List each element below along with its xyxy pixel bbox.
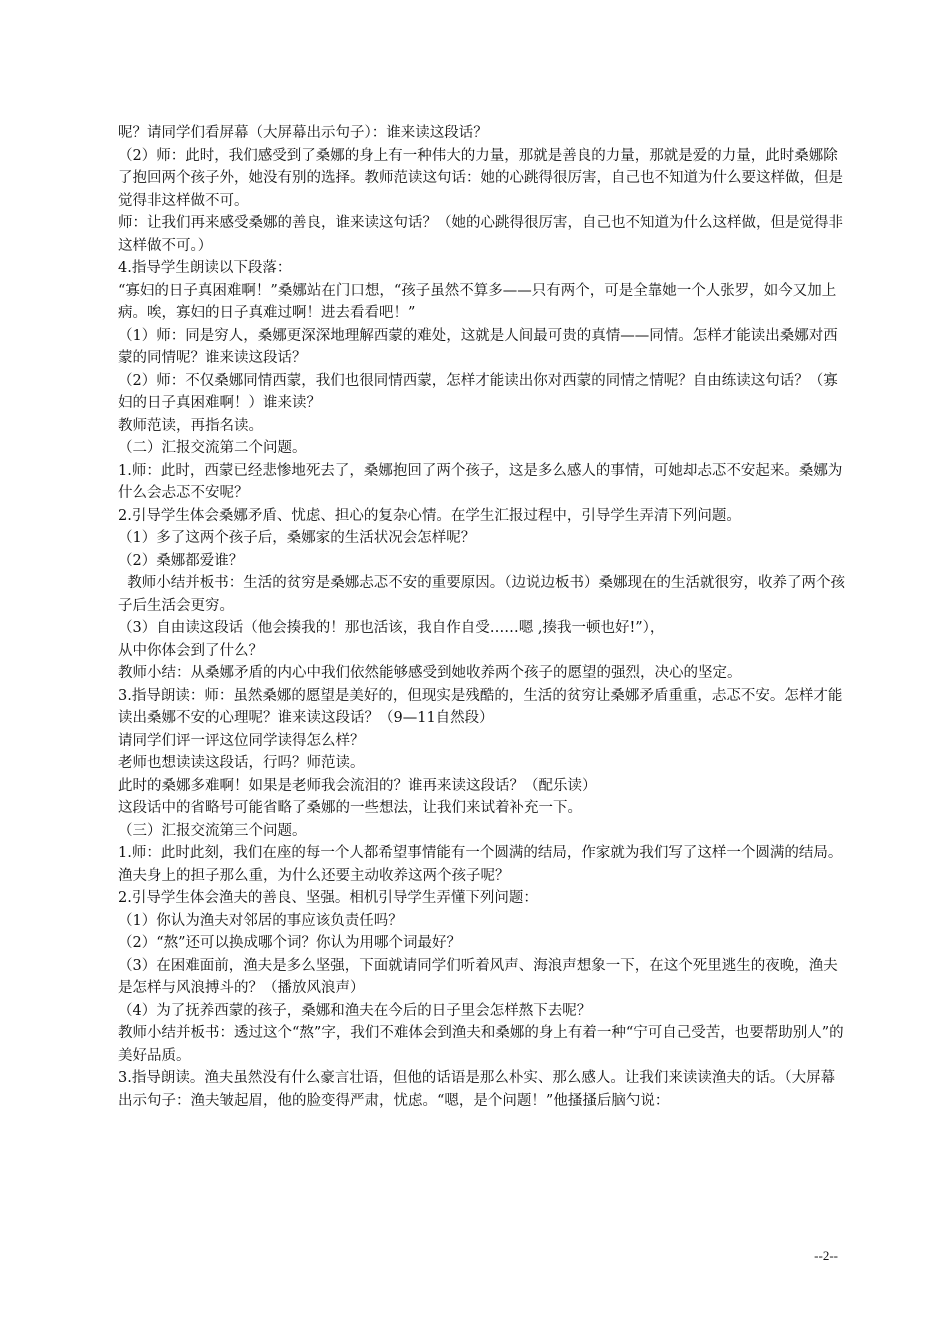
paragraph: （2）“熬”还可以换成哪个词？你认为用哪个词最好？ bbox=[118, 935, 462, 951]
paragraph: 教师范读，再指名读。 bbox=[118, 417, 263, 434]
paragraph: 1.师：此时此刻，我们在座的每一个人都希望事情能有一个圆满的结局，作家就为我们写了这样一个圆满的结局。渔夫身上的担子那么重，为什么还要主动收养这两个孩子呢？ bbox=[118, 845, 843, 884]
paragraph: 这段话中的省略号可能省略了桑娜的一些想法，让我们来试着补充一下。 bbox=[118, 800, 582, 816]
paragraph: “寡妇的日子真困难啊！”桑娜站在门口想，“孩子虽然不算多——只有两个，可是全靠她一个人张罗，如今又加上病。唉，寡妇的日子真难过啊！进去看看吧！” bbox=[118, 282, 837, 321]
paragraph: 从中你体会到了什么？ bbox=[118, 642, 263, 659]
paragraph: 呢？请同学们看屏幕（大屏幕出示句子）：谁来读这段话？ bbox=[118, 125, 488, 141]
paragraph: （3）在困难面前，渔夫是多么坚强，下面就请同学们听着风声、海浪声想象一下，在这个死里逃生的夜晚，渔夫是怎样与风浪搏斗的？（播放风浪声） bbox=[118, 957, 838, 996]
paragraph: 老师也想读读这段话，行吗？师范读。 bbox=[118, 755, 365, 771]
paragraph: 2.引导学生体会渔夫的善良、坚强。相机引导学生弄懂下列问题： bbox=[118, 890, 538, 906]
paragraph: （1）你认为渔夫对邻居的事应该负责任吗？ bbox=[118, 912, 403, 929]
paragraph: （3）自由读这段话（他会揍我的！那也活该，我自作自受……嗯 ,揍我一顿也好!”）， bbox=[118, 620, 665, 636]
paragraph: （1）师：同是穷人，桑娜更深深地理解西蒙的难处，这就是人间最可贵的真情——同情。怎样才能读出桑娜对西蒙的同情呢？谁来读这段话？ bbox=[118, 327, 838, 366]
paragraph: 3.指导朗读：师：虽然桑娜的愿望是美好的，但现实是残酷的，生活的贫穷让桑娜矛盾重重，忐忑不安。怎样才能读出桑娜不安的心理呢？谁来读这段话？（9—11自然段） bbox=[118, 687, 843, 726]
paragraph: 教师小结并板书：透过这个“熬”字，我们不难体会到渔夫和桑娜的身上有着一种“宁可自己受苦，也要帮助别人”的美好品质。 bbox=[118, 1025, 844, 1064]
paragraph: 教师小结并板书：生活的贫穷是桑娜忐忑不安的重要原因。（边说边板书）桑娜现在的生活就很穷，收养了两个孩子后生活会更穷。 bbox=[118, 575, 845, 614]
paragraph: 2.引导学生体会桑娜矛盾、忧虑、担心的复杂心情。在学生汇报过程中，引导学生弄清下列问题。 bbox=[118, 507, 741, 524]
paragraph: 4.指导学生朗读以下段落： bbox=[118, 260, 292, 276]
document-body bbox=[118, 122, 848, 1112]
paragraph: 3.指导朗读。渔夫虽然没有什么豪言壮语，但他的话语是那么朴实、那么感人。让我们来读读渔夫的话。（大屏幕出示句子：渔夫皱起眉，他的脸变得严肃，忧虑。“嗯，是个问题！”他搔搔后脑勺说： bbox=[118, 1070, 836, 1109]
page-number: --2-- bbox=[814, 1248, 838, 1263]
paragraph: （4）为了抚养西蒙的孩子，桑娜和渔夫在今后的日子里会怎样熬下去呢？ bbox=[118, 1002, 592, 1019]
paragraph: （2）师：不仅桑娜同情西蒙，我们也很同情西蒙，怎样才能读出你对西蒙的同情之情呢？自由练读这句话？（寡妇的日子真困难啊！）谁来读？ bbox=[118, 372, 838, 411]
paragraph: （2）师：此时，我们感受到了桑娜的身上有一种伟大的力量，那就是善良的力量，那就是爱的力量，此时桑娜除了抱回两个孩子外，她没有别的选择。教师范读这句话：她的心跳得很厉害，自己也不知道为什么要这样做，但是觉得非这样做不可。 bbox=[118, 147, 843, 209]
paragraph: 1.师：此时，西蒙已经悲惨地死去了，桑娜抱回了两个孩子，这是多么感人的事情，可她却忐忑不安起来。桑娜为什么会忐忑不安呢？ bbox=[118, 462, 843, 501]
section-heading: （三）汇报交流第三个问题。 bbox=[118, 822, 307, 839]
paragraph: （1）多了这两个孩子后，桑娜家的生活状况会怎样呢？ bbox=[118, 530, 476, 546]
paragraph: 请同学们评一评这位同学读得怎么样？ bbox=[118, 732, 365, 749]
paragraph: 师：让我们再来感受桑娜的善良，谁来读这句话？（她的心跳得很厉害，自己也不知道为什么这样做，但是觉得非这样做不可。） bbox=[118, 215, 843, 254]
paragraph: 此时的桑娜多难啊！如果是老师我会流泪的？谁再来读这段话？（配乐读） bbox=[118, 777, 597, 794]
section-heading: （二）汇报交流第二个问题。 bbox=[118, 440, 307, 456]
paragraph: 教师小结：从桑娜矛盾的内心中我们依然能够感受到她收养两个孩子的愿望的强烈，决心的坚定。 bbox=[118, 665, 742, 681]
paragraph: （2）桑娜都爱谁？ bbox=[118, 552, 244, 569]
